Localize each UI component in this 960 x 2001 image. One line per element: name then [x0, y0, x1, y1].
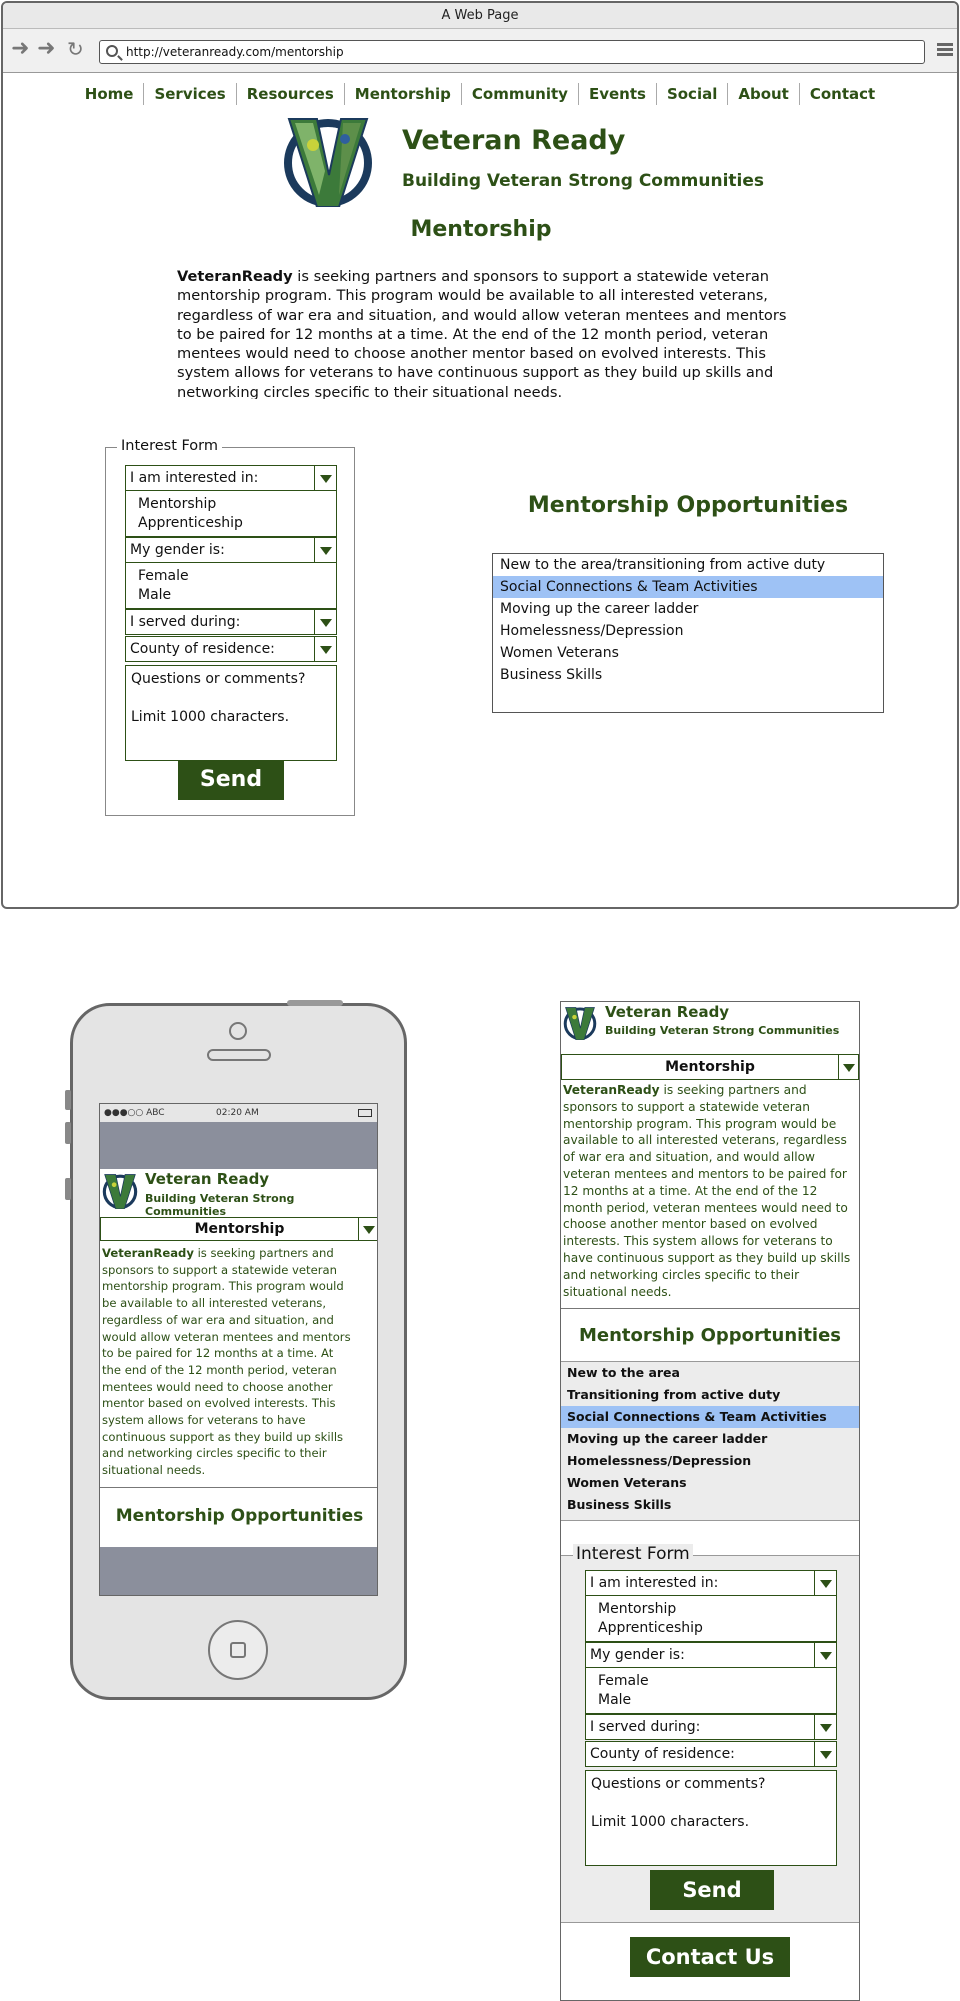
status-bar: [100, 1104, 378, 1122]
speaker-grill: [207, 1049, 271, 1061]
opportunities-list[interactable]: [561, 1361, 859, 1521]
chevron-down-icon[interactable]: [814, 1715, 836, 1739]
divider: [100, 1487, 378, 1488]
intro-paragraph: VeteranReady is seeking partners and sponsors to support a statewide veteran mentorship program. This program would be available to all interested veterans, regardless of war era and situation, and would allow veteran mentees and mentors to be paired for 12 months at a time. At the end of the 12 month period, veteran mentees would need to choose another mentor based on evolved interests. This system allows for veterans to have continuous support as they build up skills and networking circles specific to their situational needs.: [563, 1083, 851, 1299]
phone-content: [100, 1169, 378, 1547]
nav-about[interactable]: About: [728, 83, 800, 105]
list-item[interactable]: New to the area/transitioning from active duty: [500, 557, 826, 573]
reload-icon[interactable]: ↻: [67, 37, 84, 61]
chevron-down-icon[interactable]: [814, 1571, 836, 1595]
search-icon: [106, 45, 118, 57]
window-title: A Web Page: [3, 3, 957, 29]
nav-contact[interactable]: Contact: [809, 85, 876, 103]
volume-down-button: [65, 1178, 71, 1200]
logo[interactable]: [102, 1173, 138, 1209]
option-female[interactable]: Female: [598, 1673, 649, 1689]
phone-screen: [99, 1103, 378, 1596]
chevron-down-icon[interactable]: [358, 1218, 378, 1240]
nav-home[interactable]: Home: [75, 83, 145, 105]
list-item[interactable]: Moving up the career ladder: [567, 1431, 768, 1446]
site-navigation: [3, 83, 957, 105]
carrier: ●●●○○ ABC: [104, 1108, 165, 1118]
browser-window: [1, 1, 959, 909]
volume-up-button: [65, 1122, 71, 1144]
mobile-mockup: [560, 1001, 860, 2001]
interest-form-legend: Interest Form: [117, 438, 222, 454]
county-dropdown[interactable]: County of residence:: [125, 636, 337, 662]
list-item[interactable]: New to the area: [567, 1365, 680, 1380]
url-text: http://veteranready.com/mentorship: [126, 45, 344, 59]
nav-community[interactable]: Community: [462, 83, 579, 105]
page-dropdown[interactable]: Mentorship: [100, 1217, 378, 1241]
interest-options[interactable]: [585, 1596, 837, 1642]
list-item-selected[interactable]: Social Connections & Team Activities: [493, 576, 883, 598]
nav-mentorship[interactable]: Mentorship: [345, 83, 462, 105]
chevron-down-icon[interactable]: [814, 1643, 836, 1667]
option-apprenticeship[interactable]: Apprenticeship: [598, 1620, 703, 1636]
list-item[interactable]: Business Skills: [500, 667, 603, 683]
gender-dropdown[interactable]: My gender is:: [125, 537, 337, 563]
list-item[interactable]: Transitioning from active duty: [567, 1387, 781, 1402]
list-item[interactable]: Homelessness/Depression: [567, 1453, 752, 1468]
menu-icon[interactable]: [937, 43, 953, 57]
gender-options[interactable]: [125, 563, 337, 609]
list-item[interactable]: Women Veterans: [567, 1475, 687, 1490]
chevron-down-icon[interactable]: [814, 1742, 836, 1766]
intro-brand: VeteranReady: [177, 268, 293, 285]
logo[interactable]: [283, 115, 373, 207]
browser-toolbar: [3, 29, 957, 73]
logo[interactable]: [563, 1006, 597, 1040]
forward-icon[interactable]: ➜: [37, 36, 56, 61]
nav-social[interactable]: Social: [657, 83, 728, 105]
option-mentorship[interactable]: Mentorship: [598, 1601, 677, 1617]
opportunities-heading: Mentorship Opportunities: [527, 493, 849, 518]
site-title: Veteran Ready: [605, 1003, 730, 1021]
opportunities-heading: Mentorship Opportunities: [115, 1506, 364, 1526]
camera-icon: [229, 1022, 247, 1040]
comments-textarea[interactable]: Questions or comments? Limit 1000 characters.: [585, 1770, 837, 1866]
opportunities-list[interactable]: [492, 553, 884, 713]
page-title: Mentorship: [410, 217, 552, 242]
option-mentorship[interactable]: Mentorship: [138, 496, 217, 512]
page-dropdown[interactable]: Mentorship: [561, 1054, 859, 1080]
chevron-down-icon[interactable]: [314, 610, 336, 634]
option-apprenticeship[interactable]: Apprenticeship: [138, 515, 243, 531]
gender-dropdown[interactable]: My gender is:: [585, 1642, 837, 1668]
send-button[interactable]: Send: [650, 1870, 774, 1910]
nav-events[interactable]: Events: [579, 83, 657, 105]
interest-dropdown[interactable]: I am interested in:: [125, 465, 337, 491]
gender-options[interactable]: [585, 1668, 837, 1714]
list-item-selected[interactable]: Social Connections & Team Activities: [561, 1406, 859, 1428]
interest-options[interactable]: [125, 491, 337, 537]
url-bar[interactable]: [99, 40, 925, 64]
interest-form-legend: Interest Form: [573, 1544, 693, 1564]
comments-textarea[interactable]: Questions or comments? Limit 1000 characters.: [125, 665, 337, 761]
nav-resources[interactable]: Resources: [237, 83, 345, 105]
list-item[interactable]: Moving up the career ladder: [500, 601, 699, 617]
clock: 02:20 AM: [216, 1108, 259, 1118]
send-button[interactable]: Send: [178, 760, 284, 800]
chevron-down-icon[interactable]: [838, 1055, 858, 1079]
county-dropdown[interactable]: County of residence:: [585, 1741, 837, 1767]
option-female[interactable]: Female: [138, 568, 189, 584]
served-dropdown[interactable]: I served during:: [585, 1714, 837, 1740]
home-button[interactable]: [208, 1620, 268, 1680]
intro-paragraph: VeteranReady is seeking partners and sponsors to support a statewide veteran mentorship program. This program would be available to all interested veterans, regardless of war era and situation, and would allow veteran mentees and mentors to be paired for 12 months at a time. At the end of the 12 month period, veteran mentees would need to choose another mentor based on evolved interests. This system allows for veterans to have continuous support as they build up skills and networking circles specific to their situational needs.: [102, 1246, 351, 1478]
contact-us-button[interactable]: Contact Us: [630, 1937, 790, 1977]
option-male[interactable]: Male: [138, 587, 172, 603]
list-item[interactable]: Business Skills: [567, 1497, 672, 1512]
nav-services[interactable]: Services: [144, 83, 236, 105]
site-title: Veteran Ready: [145, 1170, 270, 1188]
option-male[interactable]: Male: [598, 1692, 632, 1708]
site-tagline: Building Veteran Strong Communities: [145, 1192, 295, 1218]
intro-paragraph: VeteranReady is seeking partners and sponsors to support a statewide veteran mentorship program. This program would be available to all interested veterans, regardless of war era and situation, and would allow veteran mentees and mentors to be paired for 12 months at a time. At the end of the 12 month period, veteran mentees would need to choose another mentor based on evolved interests. This system allows for veterans to have continuous support as they build up skills and networking circles specific to their situational needs.: [177, 268, 787, 399]
battery-icon: [358, 1109, 372, 1117]
served-dropdown[interactable]: I served during:: [125, 609, 337, 635]
divider: [561, 1308, 859, 1309]
power-button: [287, 1000, 343, 1006]
site-tagline: Building Veteran Strong Communities: [402, 171, 765, 191]
opportunities-heading: Mentorship Opportunities: [578, 1325, 842, 1346]
list-item[interactable]: Women Veterans: [500, 645, 619, 661]
interest-dropdown[interactable]: I am interested in:: [585, 1570, 837, 1596]
back-icon[interactable]: ➜: [11, 36, 30, 61]
site-title: Veteran Ready: [402, 125, 626, 156]
side-button: [65, 1090, 71, 1110]
site-tagline: Building Veteran Strong Communities: [605, 1024, 840, 1037]
list-item[interactable]: Homelessness/Depression: [500, 623, 684, 639]
chevron-down-icon[interactable]: [314, 538, 336, 562]
chevron-down-icon[interactable]: [314, 466, 336, 490]
chevron-down-icon[interactable]: [314, 637, 336, 661]
